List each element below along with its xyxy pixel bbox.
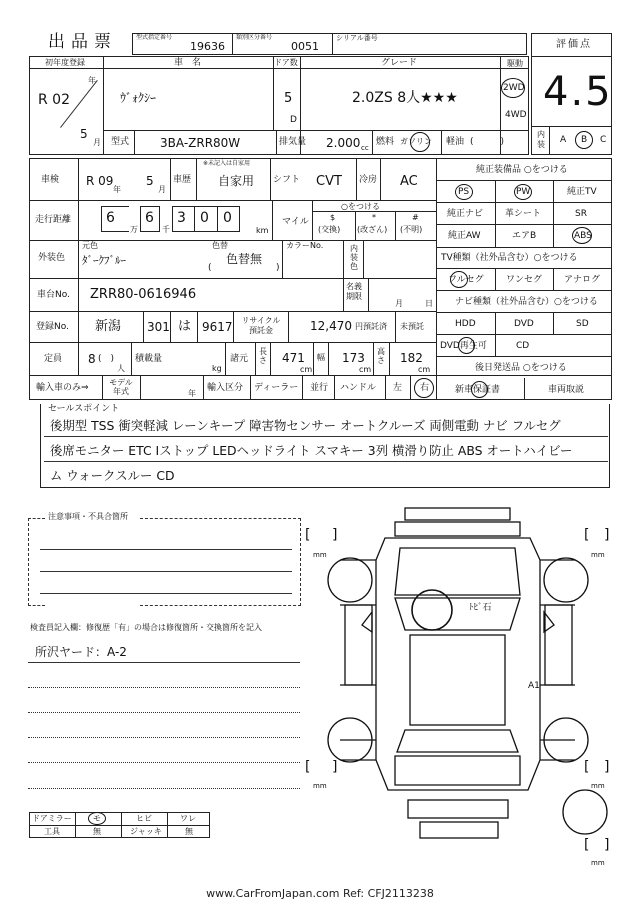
navi-cd: CD xyxy=(516,341,530,351)
shaken-era: R 09 xyxy=(86,174,114,188)
tools-value: 無 xyxy=(93,827,101,836)
tire-fl-mm: mm xyxy=(313,551,327,559)
inspector-label: 検査員記入欄：修復歴「有」の場合は修復箇所・交換箇所を記入 xyxy=(30,623,262,632)
tire-spare-bracket-open: [ xyxy=(584,837,590,853)
unpaid-label: 未預託 xyxy=(400,322,424,331)
displacement-unit: cc xyxy=(361,144,369,152)
tire-spare-bracket-close: ] xyxy=(604,837,610,853)
mileage-unit-man: 万 xyxy=(130,225,138,234)
car-diagram xyxy=(300,500,620,870)
height-value: 182 xyxy=(400,351,423,365)
capacity-value: 8 xyxy=(88,352,96,366)
load-unit: kg xyxy=(212,364,222,373)
height-label: 高さ xyxy=(377,347,385,365)
grade-value: 2.0ZS 8人★★★ xyxy=(352,90,458,106)
equip-abs: ABS xyxy=(574,231,592,241)
width-value: 173 xyxy=(342,351,365,365)
history-label: 車歴 xyxy=(173,175,192,185)
equip-tv: 純正TV xyxy=(567,187,597,197)
equip-sr: SR xyxy=(575,209,587,219)
meter-sub-exchange: (交換) xyxy=(318,225,341,234)
mileage-digit-1: 6 xyxy=(106,210,115,226)
mileage-digit-5: 0 xyxy=(223,210,232,226)
navi-sd: SD xyxy=(576,319,589,329)
sales-line-1: 後期型 TSS 衝突軽減 レーンキープ 障害物センサー オートクルーズ 両側電動 ナビ フルセグ xyxy=(50,418,561,433)
import-dealer: ディーラー xyxy=(254,383,299,393)
category-no: 0051 xyxy=(291,40,319,53)
orig-color-value: ﾀﾞｰｸﾌﾞﾙｰ xyxy=(82,254,126,267)
navi-dvd: DVD xyxy=(514,319,534,329)
tv-oneseg: ワンセグ xyxy=(506,275,543,285)
jack-label: ジャッキ xyxy=(130,827,162,836)
displacement-value: 2.000 xyxy=(326,136,361,150)
color-label: 外装色 xyxy=(38,253,66,263)
import-type-label: 輸入区分 xyxy=(207,383,244,393)
shaken-year-unit: 年 xyxy=(113,185,121,194)
reg-area: 新潟 xyxy=(95,319,122,334)
model-cert-no: 19636 xyxy=(190,40,225,53)
meter-opt-dollar: $ xyxy=(330,213,336,222)
equip-airbag: エアB xyxy=(512,231,537,241)
displacement-label: 排気量 xyxy=(279,137,307,147)
tire-rr-bracket-close: ] xyxy=(604,759,610,775)
handle-label: ハンドル xyxy=(340,383,377,393)
tv-title: TV種類（社外品含む）○をつける xyxy=(441,253,578,263)
fuel-gas-circle xyxy=(410,132,430,152)
mileage-unit-km: km xyxy=(256,226,269,235)
height-unit: cm xyxy=(418,365,431,374)
mile-label: マイル xyxy=(282,217,309,227)
handle-right-circle xyxy=(414,378,434,398)
score-label: 評価点 xyxy=(556,39,592,50)
term-month: 月 xyxy=(395,299,403,308)
term-day: 日 xyxy=(425,299,433,308)
interior-b-circle xyxy=(575,131,593,149)
length-unit: cm xyxy=(300,365,313,374)
ac-value: AC xyxy=(400,174,418,189)
docs-manual: 車両取説 xyxy=(548,385,585,395)
footer-ref: www.CarFromJapan.com Ref: CFJ2113238 xyxy=(206,887,434,900)
history-note: ※未記入は自家用 xyxy=(203,160,251,167)
tire-fl-bracket-open: [ xyxy=(305,527,311,543)
interior-color-label: 内装色 xyxy=(350,244,358,271)
drive-2wd-circle xyxy=(501,78,525,98)
chassis-label: 車台No. xyxy=(37,290,70,300)
reg-class: 301 xyxy=(147,320,170,334)
capacity-paren: ( ) xyxy=(98,354,115,364)
tire-spare-mm: mm xyxy=(591,859,605,867)
fuel-label: 燃料 xyxy=(376,137,395,147)
load-label: 積載量 xyxy=(135,354,163,364)
meter-header: ○をつける xyxy=(341,202,380,211)
shift-value: CVT xyxy=(316,174,342,189)
tire-rr-bracket-open: [ xyxy=(584,759,590,775)
damage-mark-stone: ﾄﾋﾞ石 xyxy=(469,603,492,613)
tire-fr-bracket-open: [ xyxy=(584,527,590,543)
jack-value: 無 xyxy=(185,827,193,836)
shift-label: シフト xyxy=(273,175,301,185)
tv-analog: アナログ xyxy=(564,275,601,285)
model-year-label: モデル年式 xyxy=(109,378,133,396)
navi-hdd: HDD xyxy=(455,319,476,329)
tire-rr-mm: mm xyxy=(591,782,605,790)
sales-line-2: 後席モニター ETC Iストップ LEDヘッドライト スマキー 3列 横滑り防止 ABS オートハイビー xyxy=(50,443,573,458)
tools-mirror: ドアミラー xyxy=(32,814,72,823)
tire-rl-mm: mm xyxy=(313,782,327,790)
drive-4wd: 4WD xyxy=(505,110,527,120)
interior-a: A xyxy=(560,135,567,145)
import-label: 輸入車のみ⇒ xyxy=(36,383,89,393)
equip-aw: 純正AW xyxy=(448,231,481,241)
docs-title: 後日発送品 ○をつける xyxy=(475,363,567,373)
tools-mirror-val: モ xyxy=(93,814,101,823)
equip-ps: PS xyxy=(458,187,470,197)
notes-label: 注意事項・不具合箇所 xyxy=(48,512,128,521)
navi-title: ナビ種類（社外品含む）○をつける xyxy=(455,297,598,307)
orig-color-label: 元色 xyxy=(82,241,98,250)
car-name-label: 車 名 xyxy=(174,58,202,68)
model-value: 3BA-ZRR80W xyxy=(160,136,241,150)
dims-label: 諸元 xyxy=(230,354,249,364)
doors-value: 5 xyxy=(284,91,293,106)
first-reg-era: R 02 xyxy=(38,92,70,108)
tools-break: ワレ xyxy=(180,814,196,823)
length-value: 471 xyxy=(282,351,305,365)
history-value: 自家用 xyxy=(218,174,255,188)
docs-warranty: 新車保証書 xyxy=(455,385,501,395)
equip-leather: 革シート xyxy=(505,209,542,219)
tire-rl-bracket-close: ] xyxy=(332,759,338,775)
car-name: ｳﾞｫｸｼｰ xyxy=(120,91,157,105)
tire-fl-bracket-close: ] xyxy=(332,527,338,543)
first-reg-month-unit: 月 xyxy=(93,138,101,147)
mileage-digit-3: 3 xyxy=(177,210,186,226)
mileage-digit-4: 0 xyxy=(200,210,209,226)
first-reg-year-unit: 年 xyxy=(88,76,96,85)
interior-b: B xyxy=(581,135,588,145)
model-label: 型式 xyxy=(111,137,130,147)
doors-sub: D xyxy=(290,115,297,125)
tools-crack: ヒビ xyxy=(136,814,152,823)
tire-fr-mm: mm xyxy=(591,551,605,559)
fuel-diesel: 軽油 xyxy=(446,137,465,147)
navi-dvd-play: DVD再生可 xyxy=(440,341,487,351)
reg-label: 登録No. xyxy=(36,322,69,332)
sheet-title: 出品票 xyxy=(48,32,117,52)
category-label: 類別区分番号 xyxy=(236,34,273,41)
grade-label: グレード xyxy=(381,58,418,68)
tv-fullseg: フルセグ xyxy=(448,275,484,285)
handle-left: 左 xyxy=(393,383,403,393)
color-no-label: カラーNo. xyxy=(286,241,324,250)
equip-pw: PW xyxy=(516,187,531,197)
chassis-value: ZRR80-0616946 xyxy=(90,287,197,302)
mileage-label: 走行距離 xyxy=(35,215,72,225)
shaken-month-unit: 月 xyxy=(158,185,166,194)
term-label: 名義期限 xyxy=(346,282,362,301)
reg-kana: は xyxy=(178,319,192,334)
recycle-label: リサイクル預託金 xyxy=(241,316,281,335)
equip-navi: 純正ナビ xyxy=(447,209,484,219)
recycle-note: 円預託済 xyxy=(355,322,387,331)
sales-line-3: ム ウォークスルー CD xyxy=(50,468,175,483)
length-label: 長さ xyxy=(259,347,267,365)
model-cert-label: 型式指定番号 xyxy=(136,34,173,41)
fuel-other: ( ) xyxy=(470,137,505,147)
interior-label: 内装 xyxy=(537,130,545,149)
score-value: 4.5 xyxy=(543,69,613,115)
meter-sub-tamper: (改ざん) xyxy=(357,225,388,234)
model-year-unit: 年 xyxy=(188,389,196,398)
tire-fr-bracket-close: ] xyxy=(604,527,610,543)
import-parallel: 並行 xyxy=(310,383,329,393)
shaken-label: 車検 xyxy=(41,175,60,185)
mileage-digit-2: 6 xyxy=(145,210,154,226)
drive-label: 駆動 xyxy=(507,59,523,68)
reg-num: 9617 xyxy=(202,320,233,334)
equip-title: 純正装備品 ○をつける xyxy=(476,165,568,175)
meter-sub-unknown: (不明) xyxy=(400,225,423,234)
sales-label: セールスポイント xyxy=(48,404,120,414)
repaint-label: 色替 xyxy=(212,241,228,250)
recycle-value: 12,470 xyxy=(310,319,352,333)
width-unit: cm xyxy=(359,365,372,374)
capacity-label: 定員 xyxy=(44,354,63,364)
fuel-gas: ガソリン xyxy=(400,137,432,146)
interior-c: C xyxy=(600,135,607,145)
first-reg-month: 5 xyxy=(80,127,88,141)
damage-mark-a1: A1 xyxy=(528,681,540,691)
capacity-unit: 人 xyxy=(117,364,125,373)
mileage-unit-sen: 千 xyxy=(162,225,170,234)
first-reg-label: 初年度登録 xyxy=(45,58,85,67)
tire-rl-bracket-open: [ xyxy=(305,759,311,775)
repaint-value: 色替無 xyxy=(226,252,263,266)
ac-label: 冷房 xyxy=(359,175,378,185)
inspector-note: 所沢ヤード：A-2 xyxy=(35,645,127,659)
drive-2wd: 2WD xyxy=(503,83,525,93)
serial-label: シリアル番号 xyxy=(336,34,378,42)
meter-opt-hash: # xyxy=(412,213,419,222)
width-label: 幅 xyxy=(317,353,325,362)
shaken-month: 5 xyxy=(146,174,154,188)
meter-opt-star: * xyxy=(372,213,376,222)
handle-right: 右 xyxy=(420,383,430,393)
doors-label: ドア数 xyxy=(274,58,298,67)
tools-label: 工具 xyxy=(44,827,60,836)
